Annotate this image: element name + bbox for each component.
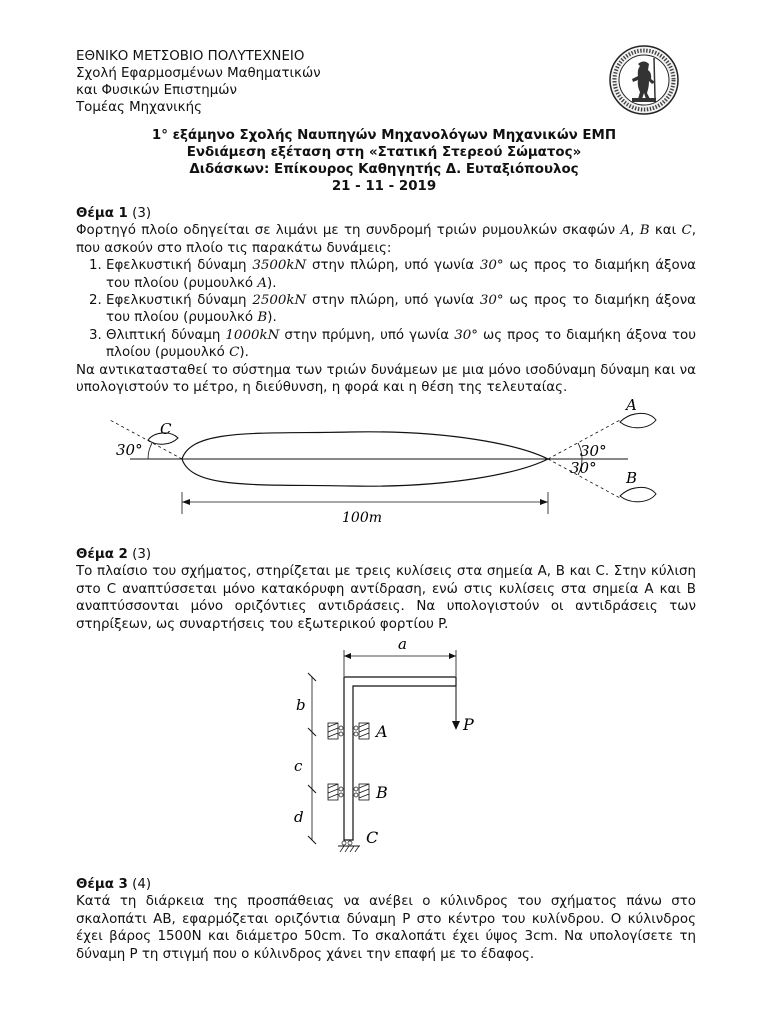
force-item-1-mid: στην πλώρη, υπό γωνία — [311, 258, 475, 274]
force-item-1-end: ). — [267, 275, 277, 291]
fig2-label-p: P — [463, 715, 474, 734]
fig2-label-A: A — [376, 722, 388, 741]
fig1-label-c: C — [160, 420, 172, 438]
tug-a-boat — [620, 413, 656, 427]
force-item-2-end: ). — [267, 310, 277, 326]
force-item-1-value: 3500kN — [252, 258, 307, 274]
fig1-angle-b: 30° — [570, 459, 597, 477]
problem-2-text: Το πλαίσιο του σχήματος, στηρίζεται με τρεις κυλίσεις στα σημεία A, B και C. Στην κύλιση στο C αναπτύσσεται μόνο κατακόρυφη αντίδραση, ενώ στις κυλίσεις στα σημεία A και B αναπτύσσονται μόνο οριζόντιες αντιδράσεις. Να υπολογιστούν οι αντιδράσεις των στηρίξεων, ως συναρτήσεις του εξωτερικού φορτίου P. — [76, 564, 696, 632]
force-item-1-pre: Εφελκυστική δύναμη — [106, 258, 247, 274]
force-item-3-post: ως προς το διαμήκη άξονα του πλοίου (ρυμουλκό — [106, 327, 696, 361]
force-item-2-pre: Εφελκυστική δύναμη — [106, 293, 247, 309]
problem-1-question: Να αντικατασταθεί το σύστημα των τριών δυνάμεων με μια μόνο ισοδύναμη δύναμη και να υπολογιστούν το μέτρο, η διεύθυνση, η φορά και η θέση της τελευταίας. — [76, 362, 696, 396]
fig1-label-a: A — [626, 396, 637, 414]
fig2-label-b: b — [296, 696, 306, 714]
force-item-1 — [106, 257, 696, 292]
problem-1-intro-text: Φορτηγό πλοίο οδηγείται σε λιμάνι με τη συνδρομή τριών ρυμουλκών σκαφών — [76, 223, 616, 239]
title-line-3: Διδάσκων: Επίκουρος Καθηγητής Δ. Ευταξιόπουλος — [189, 162, 579, 177]
problem-1-heading-line — [76, 205, 696, 222]
tug-c-symbol: C — [681, 223, 692, 239]
title-line-2: Ενδιάμεση εξέταση στη «Στατική Στερεού Σώματος» — [186, 145, 582, 160]
force-item-2-post: ως προς το διαμήκη άξονα του πλοίου (ρυμουλκό — [106, 293, 696, 326]
header-line-3: και Φυσικών Επιστημών — [76, 83, 237, 98]
frame-figure — [280, 636, 500, 866]
title-line-1: 1° εξάμηνο Σχολής Ναυπηγών Μηχανολόγων Μηχανικών ΕΜΠ — [151, 128, 617, 143]
force-item-3-angle: 30° — [454, 327, 478, 343]
problem-1-and: και — [654, 223, 677, 239]
force-item-3-end: ). — [239, 345, 249, 361]
frame-member — [344, 677, 456, 840]
title-date: 21 - 11 - 2019 — [331, 179, 437, 194]
problem-3 — [76, 876, 696, 963]
institution-header — [76, 48, 321, 116]
fig2-label-C: C — [366, 828, 379, 847]
force-item-1-angle: 30° — [479, 258, 504, 274]
fig1-angle-c: 30° — [116, 441, 143, 459]
force-item-3-pre: Θλιπτική δύναμη — [106, 327, 221, 343]
force-item-2 — [106, 292, 696, 327]
problem-1-heading: Θέμα 1 — [76, 206, 128, 221]
problem-2 — [76, 546, 696, 633]
angle-arc-c — [148, 443, 152, 459]
fig2-label-d: d — [294, 808, 304, 826]
exam-title — [0, 127, 768, 195]
problem-2-heading: Θέμα 2 — [76, 547, 128, 562]
support-c — [338, 841, 360, 852]
force-item-3 — [106, 327, 696, 362]
force-item-1-tug: A — [257, 275, 268, 291]
problem-1-points: (3) — [132, 206, 152, 221]
force-list — [76, 257, 696, 361]
fig1-angle-a: 30° — [580, 442, 607, 460]
problem-2-heading-line — [76, 546, 696, 563]
force-item-3-mid: στην πρύμνη, υπό γωνία — [284, 327, 450, 343]
fig2-label-a: a — [398, 636, 407, 653]
force-item-3-value: 1000kN — [225, 327, 280, 343]
force-item-1-post: ως προς το διαμήκη άξονα του πλοίου (ρυμουλκό — [106, 258, 696, 291]
problem-2-points: (3) — [132, 547, 152, 562]
force-item-2-tug: B — [257, 310, 268, 326]
force-item-3-tug: C — [229, 345, 240, 361]
force-item-2-value: 2500kN — [252, 293, 307, 309]
header-line-4: Τομέας Μηχανικής — [76, 100, 202, 115]
fig1-label-b: B — [626, 469, 638, 487]
problem-1-intro-end: , που ασκούν στο πλοίο τις παρακάτω δυνάμεις: — [76, 223, 696, 256]
force-item-2-angle: 30° — [479, 293, 504, 309]
problem-1-intro: Φορτηγό πλοίο οδηγείται σε λιμάνι με τη συνδρομή τριών ρυμουλκών σκαφών A, B και C, που ασκούν στο πλοίο τις παρακάτω δυνάμεις: — [76, 223, 696, 256]
load-p-arrow-head — [452, 721, 460, 730]
problem-3-heading-line — [76, 876, 696, 893]
problem-3-points: (4) — [132, 877, 152, 892]
fig1-length: 100m — [342, 510, 382, 526]
tug-a-symbol: A — [620, 223, 631, 239]
header-line-2: Σχολή Εφαρμοσμένων Μαθηματικών — [76, 66, 321, 81]
tug-b-symbol: B — [639, 223, 650, 239]
tug-b-boat — [620, 487, 656, 501]
ship-figure — [100, 390, 680, 530]
problem-3-text: Κατά τη διάρκεια της προσπάθειας να ανέβει ο κύλινδρος του σχήματος πάνω στο σκαλοπάτι AB, εφαρμόζεται οριζόντια δύναμη P στο κέντρο του κυλίνδρου. Ο κύλινδρος έχει βάρος 1500N και διάμετρο 50cm. Το σκαλοπάτι έχει ύψος 3cm. Να υπολογίσετε τη δύναμη P τη στιγμή που ο κύλινδρος χάνει την επαφή με το έδαφος. — [76, 894, 696, 962]
problem-3-heading: Θέμα 3 — [76, 877, 128, 892]
force-item-2-mid: στην πλώρη, υπό γωνία — [311, 293, 475, 309]
fig2-label-c: c — [294, 757, 303, 775]
header-line-1: ΕΘΝΙΚΟ ΜΕΤΣΟΒΙΟ ΠΟΛΥΤΕΧΝΕΙΟ — [76, 49, 305, 64]
university-seal-icon — [608, 44, 680, 116]
fig2-label-B: B — [376, 783, 388, 802]
problem-1 — [76, 205, 696, 396]
